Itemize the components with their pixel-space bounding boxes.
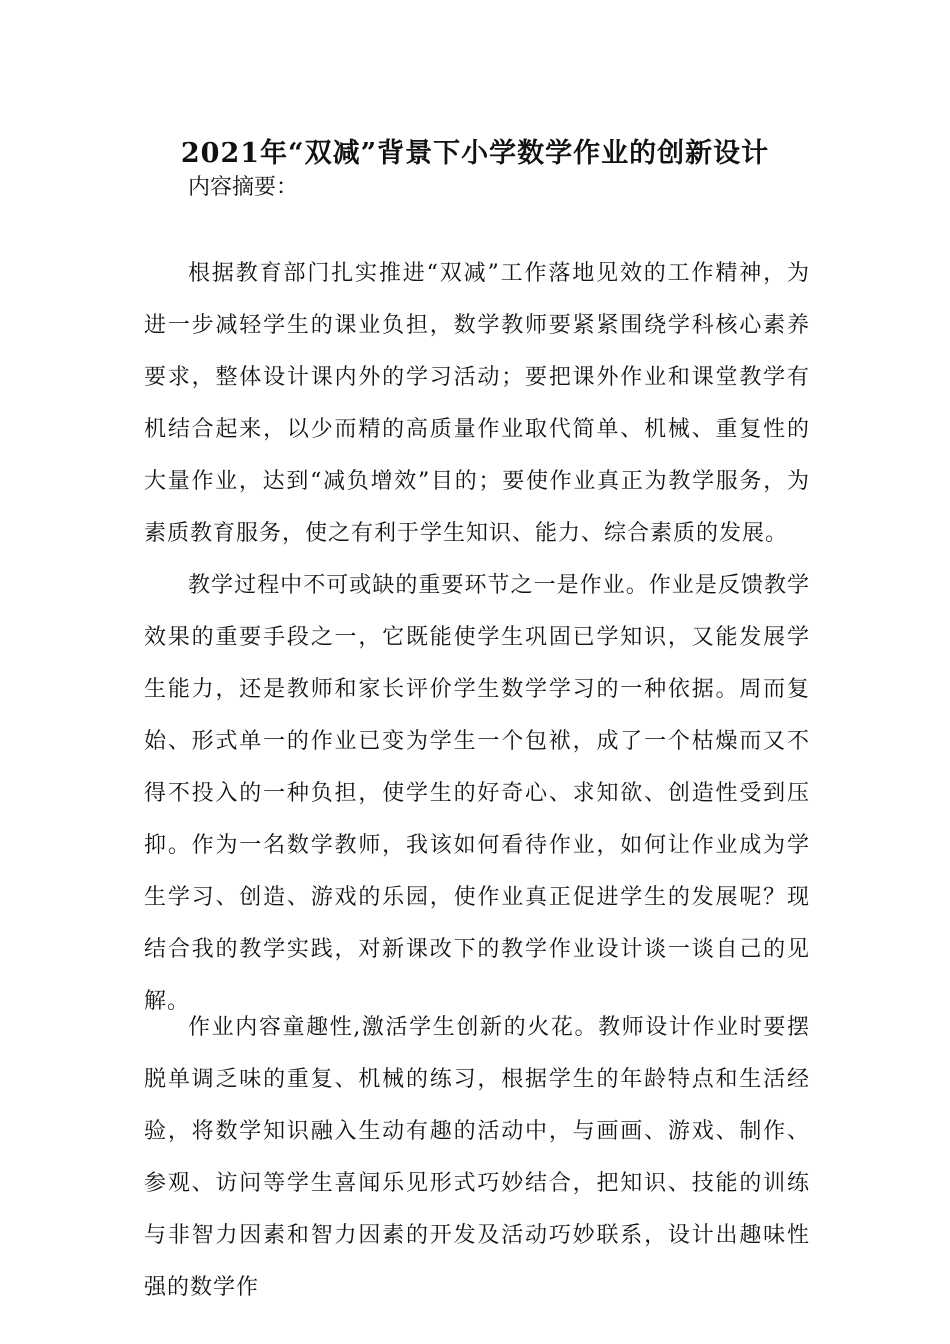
document-title: 2021年“双减”背景下小学数学作业的创新设计 <box>180 138 770 169</box>
paragraph-3: 作业内容童趣性,激活学生创新的火花。教师设计作业时要摆脱单调乏味的重复、机械的练习，根据学生的年龄特点和生活经验，将数学知识融入生动有趣的活动中，与画画、游戏、制作、参观、访问等学生喜闻乐见形式巧妙结合，把知识、技能的训练与非智力因素和智力因素的开发及活动巧妙联系，设计出趣味性强的数学作 <box>144 1015 810 1300</box>
paragraph-1: 根据教育部门扎实推进“双减”工作落地见效的工作精神，为进一步减轻学生的课业负担，数学教师要紧紧围绕学科核心素养要求，整体设计课内外的学习活动；要把课外作业和课堂教学有机结合起来，以少而精的高质量作业取代简单、机械、重复性的大量作业，达到“减负增效”目的；要使作业真正为教学服务，为素质教育服务，使之有利于学生知识、能力、综合素质的发展。 <box>144 261 810 546</box>
paragraph-2: 教学过程中不可或缺的重要环节之一是作业。作业是反馈教学效果的重要手段之一，它既能使学生巩固已学知识，又能发展学生能力，还是教师和家长评价学生数学学习的一种依据。周而复始、形式单一的作业已变为学生一个包袱，成了一个枯燥而又不得不投入的一种负担，使学生的好奇心、求知欲、创造性受到压抑。作为一名数学教师，我该如何看待作业，如何让作业成为学生学习、创造、游戏的乐园，使作业真正促进学生的发展呢？现结合我的教学实践，对新课改下的教学作业设计谈一谈自己的见解。 <box>144 573 810 1014</box>
summary-label: 内容摘要： <box>188 175 299 200</box>
